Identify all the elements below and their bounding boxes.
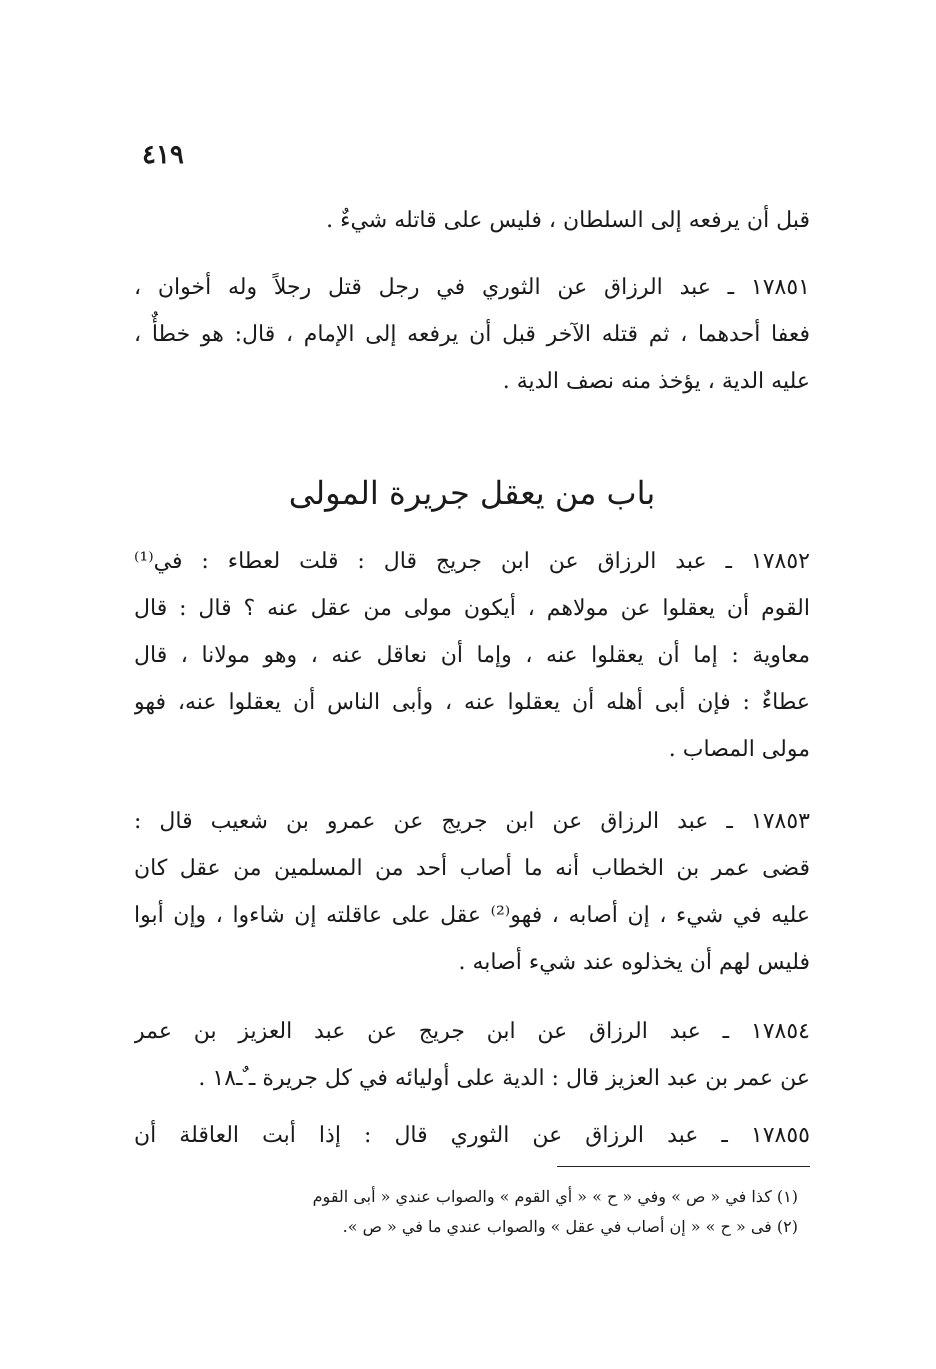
chapter-heading: باب من يعقل جريرة المولى: [288, 474, 656, 512]
text-line: فعفا أحدهما ، ثم قتله الآخر قبل أن يرفعه إلى الإمام ، قال: هو خطأٌ ،: [134, 322, 810, 347]
paragraph-17854: [134, 1008, 810, 1102]
text-line: عليه الدية ، يؤخذ منه نصف الدية .: [502, 369, 810, 394]
text-line: عن عمر بن عبد العزيز قال : الدية على أوليائه في كل جريرة ـ ٌـ١٨ .: [198, 1066, 810, 1091]
text-line: ١٧٨٥١ ـ عبد الرزاق عن الثوري في رجل قتل رجلاً وله أخوان ،: [134, 275, 810, 300]
text-line: قبل أن يرفعه إلى السلطان ، فليس على قاتله شيءٌ .: [326, 208, 810, 233]
text-line: ١٧٨٥٥ ـ عبد الرزاق عن الثوري قال : إذا أبت العاقلة أن: [134, 1123, 810, 1148]
paragraph-17852: [134, 538, 810, 773]
paragraph-17853: [134, 798, 810, 986]
paragraph-17851: [134, 264, 810, 405]
page-number: ٤١٩: [142, 140, 184, 170]
text-line: فليس لهم أن يخذلوه عند شيء أصابه .: [458, 950, 810, 975]
footnote-divider: [557, 1166, 810, 1167]
text-line: القوم أن يعقلوا عن مولاهم ، أيكون مولى من عقل عنه ؟ قال : قال: [134, 596, 810, 621]
text-line: قضى عمر بن الخطاب أنه ما أصاب أحد من المسلمين من عقل كان: [134, 856, 810, 881]
text-line: عطاءٌ : فإن أبى أهله أن يعقلوا عنه ، وأبى الناس أن يعقلوا عنه، فهو: [134, 690, 810, 715]
text-line: ١٧٨٥٣ ـ عبد الرزاق عن ابن جريج عن عمرو بن شعيب قال :: [134, 809, 810, 834]
paragraph-continuation: [134, 197, 810, 244]
footnote-1: (١) كذا في « ص » وفي « ح » « أي القوم » والصواب عندي « أبى القوم: [312, 1187, 798, 1206]
text-line: عليه في شيء ، إن أصابه ، فهو⁽²⁾ عقل على عاقلته إن شاءوا ، وإن أبوا: [134, 903, 810, 928]
text-line: ١٧٨٥٤ ـ عبد الرزاق عن ابن جريج عن عبد العزيز بن عمر: [134, 1019, 810, 1044]
paragraph-17855: [134, 1112, 810, 1159]
text-line: مولى المصاب .: [668, 737, 810, 762]
text-line: معاوية : إما أن يعقلوا عنه ، وإما أن نعاقل عنه ، وهو مولانا ، قال: [134, 643, 810, 668]
footnotes: [180, 1182, 798, 1242]
text-line: ١٧٨٥٢ ـ عبد الرزاق عن ابن جريج قال : قلت لعطاء : في⁽¹⁾: [134, 549, 810, 574]
footnote-2: (٢) فى « ح » « إن أصاب في عقل » والصواب عندي ما في « ص ».: [342, 1217, 798, 1236]
